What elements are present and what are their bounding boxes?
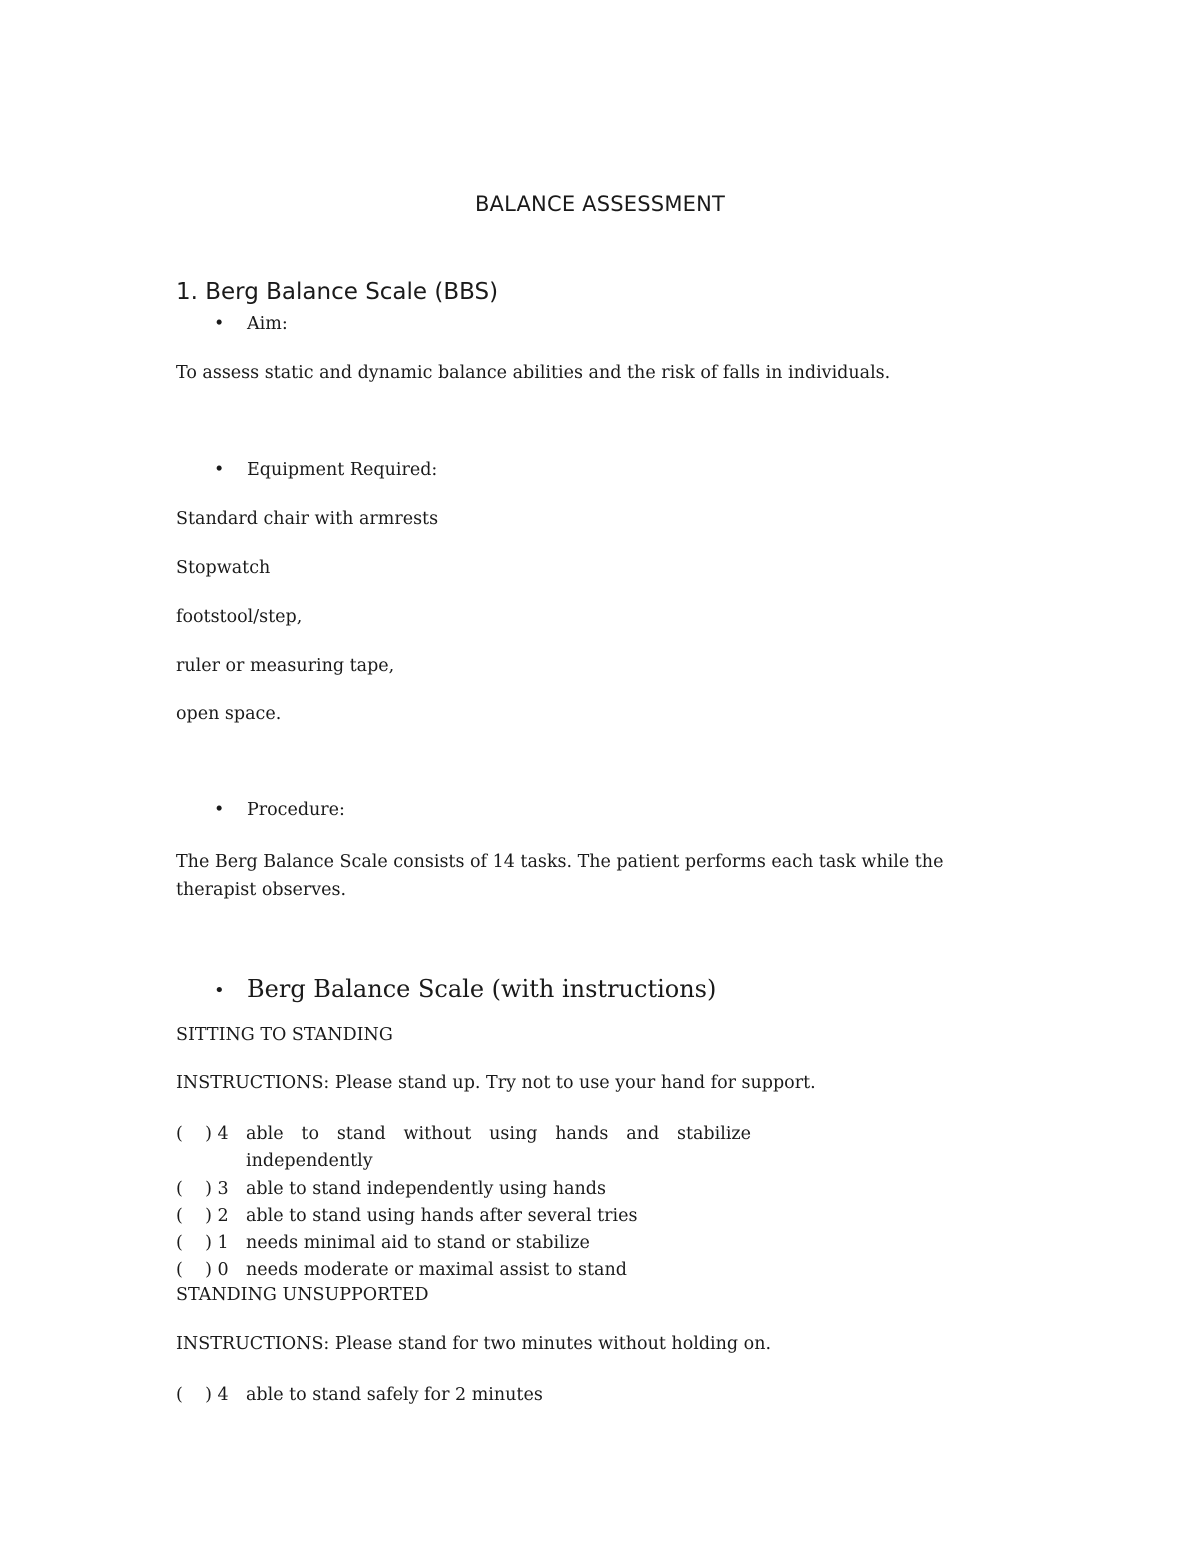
score-checkbox: ( ) 4 — [176, 1124, 229, 1144]
equipment-item: Stopwatch — [176, 558, 271, 578]
score-checkbox: ( ) 4 — [176, 1385, 229, 1405]
equipment-item: Standard chair with armrests — [176, 509, 439, 529]
score-checkbox: ( ) 3 — [176, 1179, 229, 1199]
score-description: able to stand without using hands and stabilize — [246, 1124, 751, 1144]
score-checkbox: ( ) 2 — [176, 1206, 229, 1226]
procedure-bullet — [214, 800, 345, 820]
task-instructions: INSTRUCTIONS: Please stand for two minutes without holding on. — [176, 1334, 772, 1354]
bullet-icon: • — [214, 800, 225, 820]
score-checkbox: ( ) 0 — [176, 1260, 229, 1280]
document-title: BALANCE ASSESSMENT — [474, 192, 726, 216]
equipment-label: Equipment Required: — [247, 460, 438, 480]
equipment-item: open space. — [176, 704, 282, 724]
bullet-icon: • — [214, 460, 225, 480]
bullet-icon: • — [214, 980, 225, 1001]
score-description: able to stand safely for 2 minutes — [246, 1385, 543, 1405]
scale-heading-text: Berg Balance Scale (with instructions) — [247, 975, 717, 1003]
score-option — [176, 1257, 627, 1284]
aim-text: To assess static and dynamic balance abilities and the risk of falls in individuals. — [176, 363, 891, 383]
score-option — [176, 1230, 590, 1257]
procedure-text: The Berg Balance Scale consists of 14 tasks. The patient performs each task while the therapist observes. — [176, 852, 944, 900]
aim-bullet — [214, 314, 288, 334]
section-heading: 1. Berg Balance Scale (BBS) — [176, 279, 499, 305]
equipment-item: ruler or measuring tape, — [176, 656, 395, 676]
task-instructions: INSTRUCTIONS: Please stand up. Try not to use your hand for support. — [176, 1073, 816, 1093]
bullet-icon: • — [214, 314, 225, 334]
score-description-cont: independently — [246, 1151, 373, 1171]
aim-label: Aim: — [247, 314, 288, 334]
task-name: STANDING UNSUPPORTED — [176, 1285, 429, 1305]
score-option — [176, 1176, 606, 1203]
score-description: needs minimal aid to stand or stabilize — [246, 1233, 590, 1253]
score-description: able to stand using hands after several tries — [246, 1206, 638, 1226]
equipment-bullet — [214, 460, 437, 480]
score-description: needs moderate or maximal assist to stand — [246, 1260, 627, 1280]
task-name: SITTING TO STANDING — [176, 1025, 393, 1045]
score-option — [176, 1382, 543, 1409]
score-option — [176, 1203, 637, 1230]
score-description: able to stand independently using hands — [246, 1179, 606, 1199]
score-option — [176, 1121, 751, 1175]
equipment-item: footstool/step, — [176, 607, 303, 627]
scale-heading — [214, 975, 716, 1003]
score-checkbox: ( ) 1 — [176, 1233, 229, 1253]
procedure-label: Procedure: — [247, 800, 345, 820]
